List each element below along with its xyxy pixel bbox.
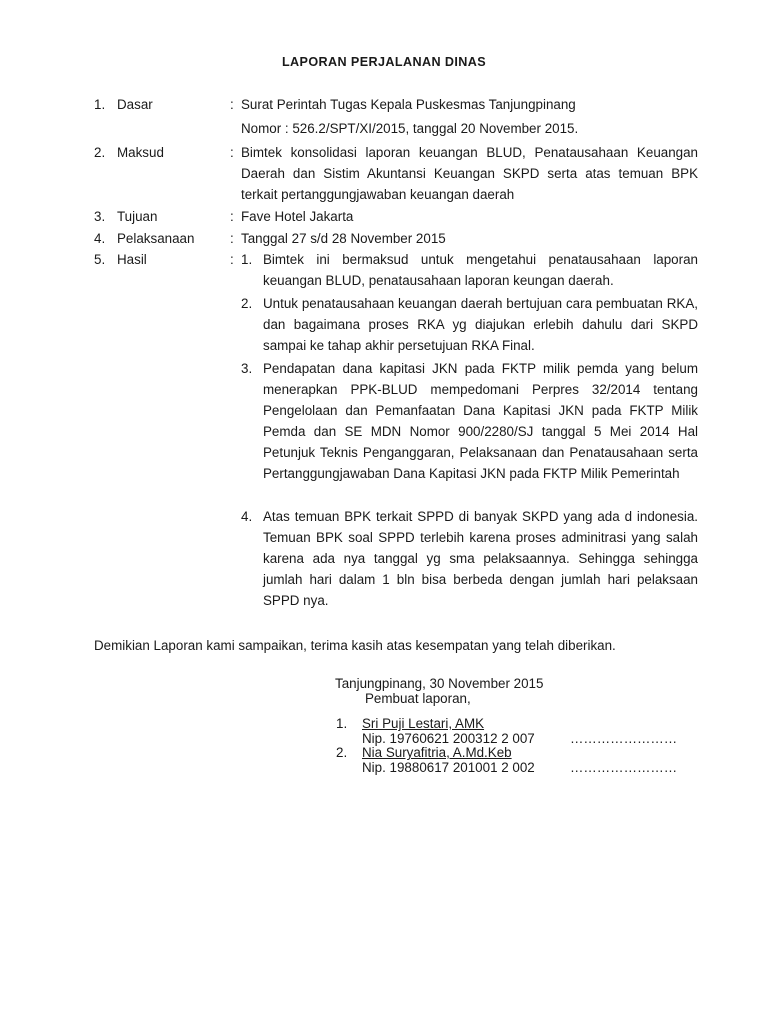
signer-name: Sri Puji Lestari, AMK — [362, 716, 485, 731]
hasil-item-text: Atas temuan BPK terkait SPPD di banyak SKPD yang ada d indonesia. Temuan BPK soal SPPD terlebih karena proses adminitrasi yang salah karena ada nya tanggal yg sma pelaksaannya. Sehingga sehingga jumlah hari dalam 1 bln bisa berbeda dengan jumlah hari pelaksaan SPPD nya. — [263, 509, 698, 608]
dasar-line-2: Nomor : 526.2/SPT/XI/2015, tanggal 20 November 2015. — [241, 121, 579, 136]
closing-text: Demikian Laporan kami sampaikan, terima kasih atas kesempatan yang telah diberikan. — [94, 638, 616, 653]
item-label-pelaksanaan: Pelaksanaan — [117, 231, 195, 246]
signer-number: 2. — [336, 745, 348, 760]
item-label-maksud: Maksud — [117, 145, 164, 160]
maker-label: Pembuat laporan, — [365, 691, 471, 706]
maksud-text: Bimtek konsolidasi laporan keuangan BLUD, Penatausahaan Keuangan Daerah dan Sistim Akuntansi Keuangan SKPD serta atas temuan BPK terkait pertanggungjawaban keuangan daerah — [241, 145, 698, 202]
item-colon: : — [230, 209, 234, 224]
signature-line: …………………… — [570, 731, 678, 746]
item-label-hasil: Hasil — [117, 252, 147, 267]
item-colon: : — [230, 231, 234, 246]
signer-number: 1. — [336, 716, 348, 731]
signer-nip: Nip. 19760621 200312 2 007 — [362, 731, 535, 746]
item-number: 5. — [94, 252, 106, 267]
hasil-item-number: 2. — [241, 296, 253, 311]
item-colon: : — [230, 145, 234, 160]
signer-name: Nia Suryafitria, A.Md.Keb — [362, 745, 512, 760]
hasil-item-text: Pendapatan dana kapitasi JKN pada FKTP milik pemda yang belum menerapkan PPK-BLUD mempedomani Perpres 32/2014 tentang Pengelolaan dan Pemanfaatan Dana Kapitasi JKN pada FKTP Milik Pemda dan SE MDN Nomor 900/2280/SJ tanggal 5 Mei 2014 Hal Petunjuk Teknis Penganggaran, Pelaksanaan dan Penatausahaan serta Pertanggungjawaban Dana Kapitasi JKN pada FKTP Milik Pemerintah — [263, 361, 698, 481]
signature-line: …………………… — [570, 760, 678, 775]
item-label-tujuan: Tujuan — [117, 209, 158, 224]
hasil-item-number: 3. — [241, 361, 253, 376]
document-title: LAPORAN PERJALANAN DINAS — [281, 55, 487, 69]
signer-nip: Nip. 19880617 201001 2 002 — [362, 760, 535, 775]
item-number: 3. — [94, 209, 106, 224]
item-label-dasar: Dasar — [117, 97, 153, 112]
hasil-item-number: 1. — [241, 252, 253, 267]
hasil-item-text: Bimtek ini bermaksud untuk mengetahui penatausahaan laporan keuangan BLUD, penatausahaan laporan keungan daerah. — [263, 252, 698, 288]
place-date: Tanjungpinang, 30 November 2015 — [335, 676, 544, 691]
dasar-line-1: Surat Perintah Tugas Kepala Puskesmas Tanjungpinang — [241, 97, 576, 112]
item-number: 4. — [94, 231, 106, 246]
hasil-item-text: Untuk penatausahaan keuangan daerah bertujuan cara pembuatan RKA, dan bagaimana proses RKA yg diajukan erlebih dahulu dari SKPD sampai ke tahap akhir persetujuan RKA Final. — [263, 296, 698, 353]
pelaksanaan-text: Tanggal 27 s/d 28 November 2015 — [241, 231, 446, 246]
item-colon: : — [230, 252, 234, 267]
item-colon: : — [230, 97, 234, 112]
item-number: 2. — [94, 145, 106, 160]
tujuan-text: Fave Hotel Jakarta — [241, 209, 354, 224]
hasil-item-number: 4. — [241, 509, 253, 524]
item-number: 1. — [94, 97, 106, 112]
